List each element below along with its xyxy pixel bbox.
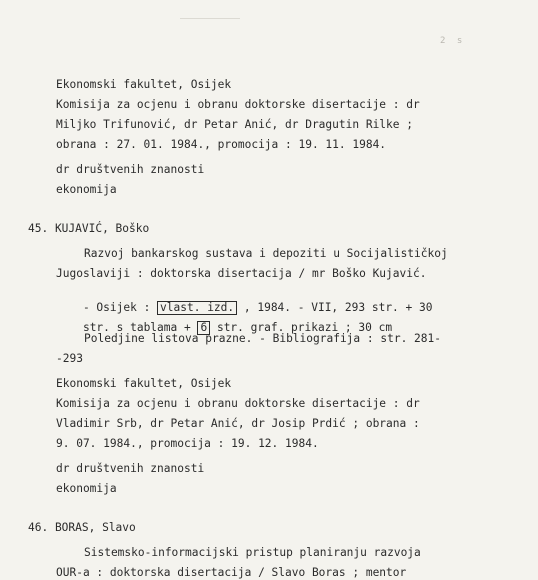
extent-rest: str. graf. prikazi ; 30 cm	[210, 321, 393, 334]
entry-45-degree: dr društvenih znanosti	[56, 462, 205, 475]
entry-46-heading: 46. BORAS, Slavo	[28, 521, 136, 534]
defense-dates-line: obrana : 27. 01. 1984., promocija : 19. 11. 1984.	[56, 138, 387, 151]
entry-45-note-line-2: -293	[56, 352, 83, 365]
entry-45-committee-names: Vladimir Srb, dr Petar Anić, dr Josip Prdić ; obrana :	[56, 417, 420, 430]
entry-46-title-line-2: OUR-a : doktorska disertacija / Slavo Boras ; mentor	[56, 566, 407, 579]
entry-45-title-line-1: Razvoj bankarskog sustava i depoziti u Socijalističkoj	[84, 247, 448, 260]
committee-names-line: Miljko Trifunović, dr Petar Anić, dr Dragutin Rilke ;	[56, 118, 413, 131]
entry-45-field: ekonomija	[56, 482, 117, 495]
entry-45-note-line-1: Poledjine listova prazne. - Bibliografija : str. 281-	[84, 332, 441, 345]
field-line: ekonomija	[56, 183, 117, 196]
entry-45-dates: 9. 07. 1984., promocija : 19. 12. 1984.	[56, 437, 319, 450]
imprint-rest: , 1984. - VII, 293 str. + 30	[237, 301, 433, 314]
entry-45-faculty: Ekonomski fakultet, Osijek	[56, 377, 232, 390]
corner-mark: 2 s	[440, 36, 466, 46]
entry-46-title-line-1: Sistemsko-informacijski pristup planiranju razvoja	[84, 546, 421, 559]
bracketed-publisher: vlast. izd.	[157, 301, 237, 315]
entry-45-committee: Komisija za ocjenu i obranu doktorske disertacije : dr	[56, 397, 420, 410]
committee-line: Komisija za ocjenu i obranu doktorske disertacije : dr	[56, 98, 420, 111]
entry-45-heading: 45. KUJAVIĆ, Boško	[28, 222, 150, 235]
faculty-line: Ekonomski fakultet, Osijek	[56, 78, 232, 91]
scan-artifact	[180, 18, 240, 19]
extent-start: str. s tablama +	[82, 321, 198, 334]
degree-line: dr društvenih znanosti	[56, 163, 205, 176]
entry-45-title-line-2: Jugoslaviji : doktorska disertacija / mr Boško Kujavić.	[56, 267, 427, 280]
imprint-place: - Osijek :	[82, 301, 158, 314]
bracketed-pages: 6	[197, 321, 210, 335]
